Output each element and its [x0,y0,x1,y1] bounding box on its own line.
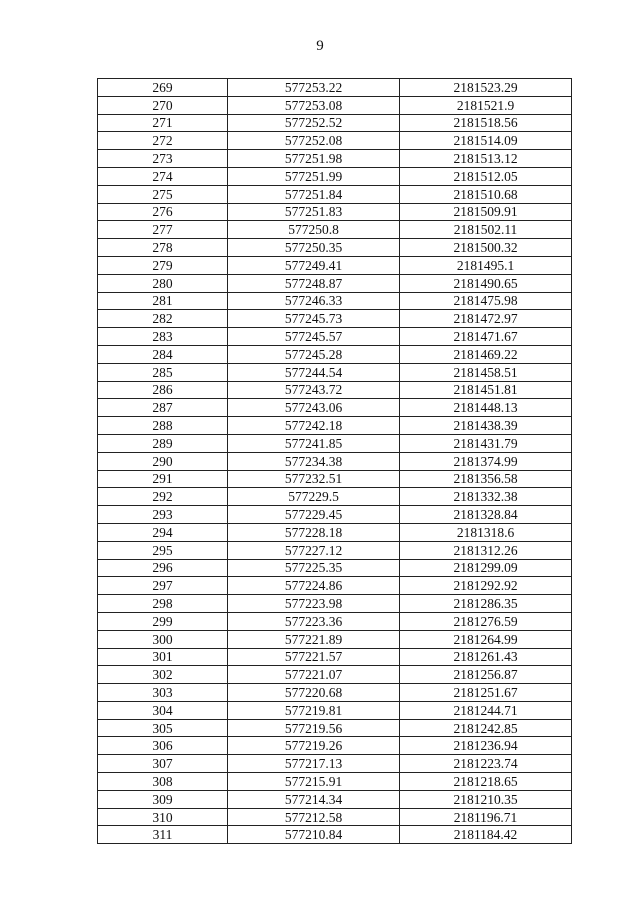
y-coordinate-cell: 2181510.68 [400,185,572,203]
x-coordinate-cell: 577224.86 [228,577,400,595]
table-row [98,737,572,755]
table-row [98,310,572,328]
point-number-cell: 286 [98,381,228,399]
x-coordinate-cell: 577215.91 [228,773,400,791]
x-coordinate-cell: 577253.08 [228,96,400,114]
table-row [98,399,572,417]
x-coordinate-cell: 577251.83 [228,203,400,221]
table-row [98,96,572,114]
table-row [98,790,572,808]
point-number-cell: 294 [98,523,228,541]
point-number-cell: 299 [98,612,228,630]
point-number-cell: 293 [98,506,228,524]
point-number-cell: 278 [98,239,228,257]
y-coordinate-cell: 2181495.1 [400,256,572,274]
x-coordinate-cell: 577252.52 [228,114,400,132]
x-coordinate-cell: 577245.57 [228,328,400,346]
point-number-cell: 285 [98,363,228,381]
x-coordinate-cell: 577252.08 [228,132,400,150]
point-number-cell: 298 [98,595,228,613]
table-row [98,648,572,666]
x-coordinate-cell: 577219.81 [228,701,400,719]
y-coordinate-cell: 2181196.71 [400,808,572,826]
x-coordinate-cell: 577232.51 [228,470,400,488]
table-row [98,506,572,524]
table-row [98,452,572,470]
x-coordinate-cell: 577210.84 [228,826,400,844]
x-coordinate-cell: 577241.85 [228,434,400,452]
y-coordinate-cell: 2181242.85 [400,719,572,737]
y-coordinate-cell: 2181264.99 [400,630,572,648]
y-coordinate-cell: 2181276.59 [400,612,572,630]
y-coordinate-cell: 2181472.97 [400,310,572,328]
table-row [98,808,572,826]
table-row [98,523,572,541]
table-row [98,541,572,559]
x-coordinate-cell: 577223.98 [228,595,400,613]
x-coordinate-cell: 577246.33 [228,292,400,310]
y-coordinate-cell: 2181471.67 [400,328,572,346]
x-coordinate-cell: 577212.58 [228,808,400,826]
table-row [98,595,572,613]
y-coordinate-cell: 2181261.43 [400,648,572,666]
x-coordinate-cell: 577229.45 [228,506,400,524]
x-coordinate-cell: 577221.07 [228,666,400,684]
point-number-cell: 297 [98,577,228,595]
point-number-cell: 288 [98,417,228,435]
x-coordinate-cell: 577214.34 [228,790,400,808]
table-row [98,203,572,221]
table-row [98,773,572,791]
point-number-cell: 276 [98,203,228,221]
point-number-cell: 291 [98,470,228,488]
point-number-cell: 295 [98,541,228,559]
y-coordinate-cell: 2181223.74 [400,755,572,773]
point-number-cell: 273 [98,150,228,168]
x-coordinate-cell: 577242.18 [228,417,400,435]
x-coordinate-cell: 577234.38 [228,452,400,470]
y-coordinate-cell: 2181312.26 [400,541,572,559]
point-number-cell: 269 [98,79,228,97]
y-coordinate-cell: 2181218.65 [400,773,572,791]
x-coordinate-cell: 577220.68 [228,684,400,702]
y-coordinate-cell: 2181286.35 [400,595,572,613]
y-coordinate-cell: 2181500.32 [400,239,572,257]
y-coordinate-cell: 2181523.29 [400,79,572,97]
x-coordinate-cell: 577221.57 [228,648,400,666]
table-row [98,488,572,506]
table-row [98,755,572,773]
point-number-cell: 308 [98,773,228,791]
point-number-cell: 274 [98,167,228,185]
y-coordinate-cell: 2181292.92 [400,577,572,595]
y-coordinate-cell: 2181318.6 [400,523,572,541]
point-number-cell: 290 [98,452,228,470]
point-number-cell: 303 [98,684,228,702]
y-coordinate-cell: 2181513.12 [400,150,572,168]
x-coordinate-cell: 577229.5 [228,488,400,506]
point-number-cell: 310 [98,808,228,826]
point-number-cell: 309 [98,790,228,808]
point-number-cell: 300 [98,630,228,648]
y-coordinate-cell: 2181299.09 [400,559,572,577]
point-number-cell: 270 [98,96,228,114]
point-number-cell: 277 [98,221,228,239]
point-number-cell: 279 [98,256,228,274]
table-row [98,274,572,292]
point-number-cell: 307 [98,755,228,773]
y-coordinate-cell: 2181448.13 [400,399,572,417]
x-coordinate-cell: 577227.12 [228,541,400,559]
y-coordinate-cell: 2181256.87 [400,666,572,684]
x-coordinate-cell: 577248.87 [228,274,400,292]
table-row [98,630,572,648]
point-number-cell: 296 [98,559,228,577]
x-coordinate-cell: 577221.89 [228,630,400,648]
y-coordinate-cell: 2181244.71 [400,701,572,719]
table-row [98,185,572,203]
table-row [98,167,572,185]
point-number-cell: 280 [98,274,228,292]
page-number: 9 [316,38,324,54]
table-row [98,684,572,702]
point-number-cell: 289 [98,434,228,452]
table-row [98,719,572,737]
point-number-cell: 305 [98,719,228,737]
table-row [98,381,572,399]
table-row [98,328,572,346]
y-coordinate-cell: 2181490.65 [400,274,572,292]
table-row [98,132,572,150]
table-row [98,434,572,452]
y-coordinate-cell: 2181458.51 [400,363,572,381]
point-number-cell: 306 [98,737,228,755]
point-number-cell: 301 [98,648,228,666]
y-coordinate-cell: 2181514.09 [400,132,572,150]
x-coordinate-cell: 577250.35 [228,239,400,257]
y-coordinate-cell: 2181512.05 [400,167,572,185]
y-coordinate-cell: 2181521.9 [400,96,572,114]
x-coordinate-cell: 577243.72 [228,381,400,399]
y-coordinate-cell: 2181328.84 [400,506,572,524]
y-coordinate-cell: 2181431.79 [400,434,572,452]
y-coordinate-cell: 2181438.39 [400,417,572,435]
point-number-cell: 281 [98,292,228,310]
point-number-cell: 284 [98,345,228,363]
x-coordinate-cell: 577253.22 [228,79,400,97]
point-number-cell: 292 [98,488,228,506]
x-coordinate-cell: 577251.98 [228,150,400,168]
point-number-cell: 304 [98,701,228,719]
x-coordinate-cell: 577225.35 [228,559,400,577]
table-row [98,701,572,719]
x-coordinate-cell: 577250.8 [228,221,400,239]
point-number-cell: 282 [98,310,228,328]
x-coordinate-cell: 577251.99 [228,167,400,185]
table-row [98,345,572,363]
x-coordinate-cell: 577244.54 [228,363,400,381]
y-coordinate-cell: 2181184.42 [400,826,572,844]
x-coordinate-cell: 577249.41 [228,256,400,274]
x-coordinate-cell: 577228.18 [228,523,400,541]
point-number-cell: 287 [98,399,228,417]
y-coordinate-cell: 2181251.67 [400,684,572,702]
y-coordinate-cell: 2181332.38 [400,488,572,506]
table-row [98,612,572,630]
y-coordinate-cell: 2181451.81 [400,381,572,399]
y-coordinate-cell: 2181518.56 [400,114,572,132]
table-row [98,256,572,274]
y-coordinate-cell: 2181236.94 [400,737,572,755]
y-coordinate-cell: 2181509.91 [400,203,572,221]
table-row [98,577,572,595]
x-coordinate-cell: 577217.13 [228,755,400,773]
table-row [98,114,572,132]
table-row [98,79,572,97]
x-coordinate-cell: 577245.28 [228,345,400,363]
table-row [98,826,572,844]
x-coordinate-cell: 577219.56 [228,719,400,737]
y-coordinate-cell: 2181210.35 [400,790,572,808]
x-coordinate-cell: 577251.84 [228,185,400,203]
table-row [98,292,572,310]
point-number-cell: 275 [98,185,228,203]
coordinates-table [97,78,572,844]
point-number-cell: 311 [98,826,228,844]
x-coordinate-cell: 577245.73 [228,310,400,328]
y-coordinate-cell: 2181356.58 [400,470,572,488]
table-row [98,470,572,488]
y-coordinate-cell: 2181374.99 [400,452,572,470]
x-coordinate-cell: 577219.26 [228,737,400,755]
point-number-cell: 272 [98,132,228,150]
table-row [98,559,572,577]
table-row [98,417,572,435]
y-coordinate-cell: 2181475.98 [400,292,572,310]
table-row [98,221,572,239]
point-number-cell: 271 [98,114,228,132]
point-number-cell: 302 [98,666,228,684]
table-row [98,666,572,684]
x-coordinate-cell: 577223.36 [228,612,400,630]
coordinates-table-body [98,79,572,844]
y-coordinate-cell: 2181469.22 [400,345,572,363]
table-row [98,363,572,381]
point-number-cell: 283 [98,328,228,346]
table-row [98,239,572,257]
x-coordinate-cell: 577243.06 [228,399,400,417]
table-row [98,150,572,168]
y-coordinate-cell: 2181502.11 [400,221,572,239]
